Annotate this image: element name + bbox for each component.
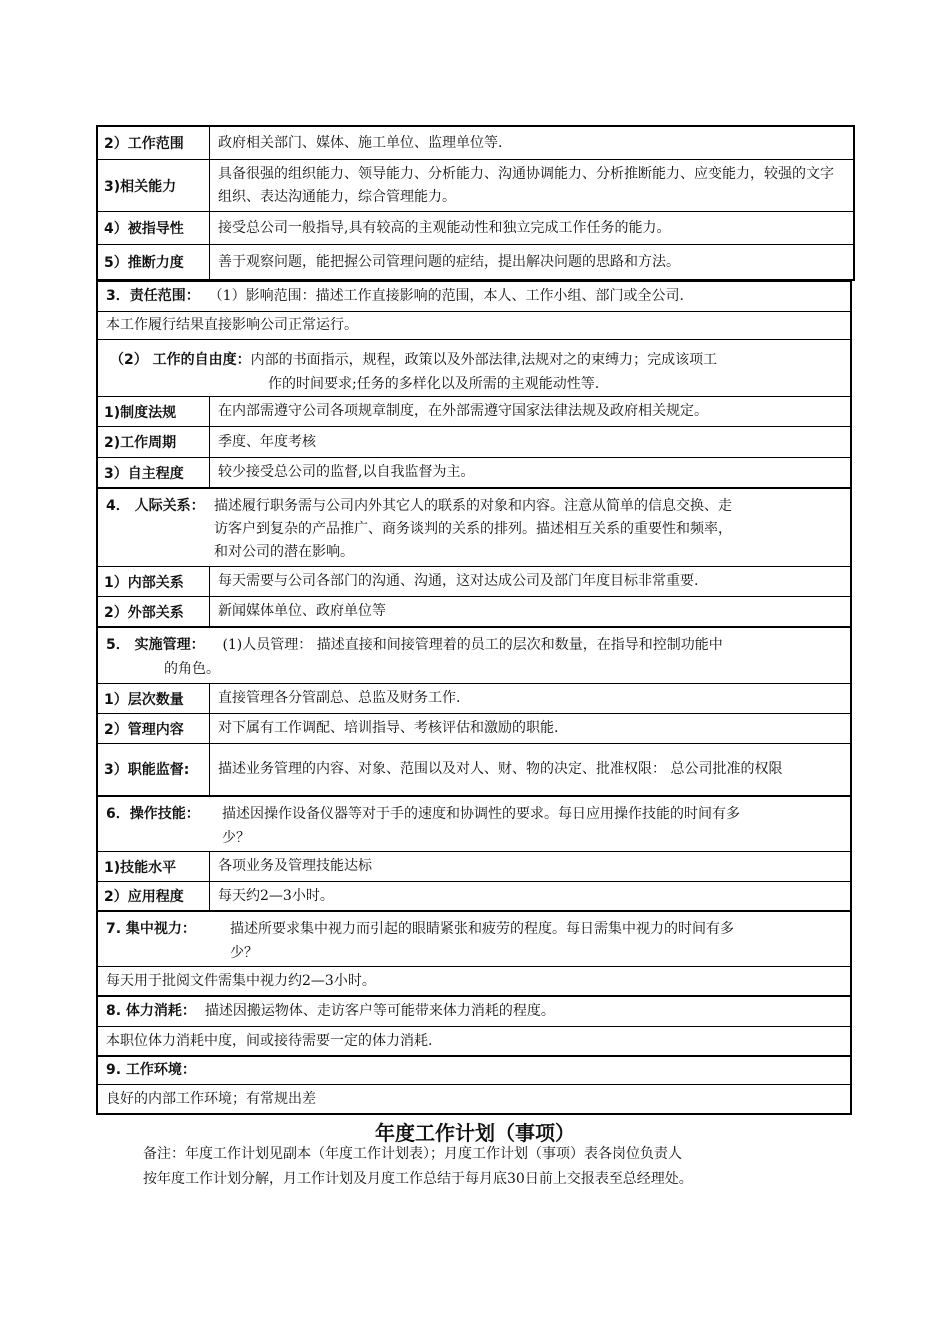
- table-row: [98, 684, 850, 714]
- table-row: [98, 458, 850, 489]
- result-text: 每天用于批阅文件需集中视力约2—3小时。: [106, 972, 376, 989]
- table-row: [98, 212, 853, 245]
- table-row: [98, 160, 853, 212]
- section-description: 描述因操作设备仪器等对于手的速度和协调性的要求。每日应用操作技能的时间有多: [222, 806, 740, 822]
- row-value: 在内部需遵守公司各项规章制度，在外部需遵守国家法律法规及政府相关规定。: [218, 403, 708, 419]
- row-label: 2）管理内容: [98, 714, 210, 743]
- row-value: 每天约2—3小时。: [218, 887, 334, 904]
- row-label: 2)工作周期: [98, 427, 210, 457]
- row-value: 描述业务管理的内容、对象、范围以及对人、财、物的决定、批准权限： 总公司批准的权限: [218, 761, 783, 777]
- table-row: [98, 127, 853, 160]
- table-row: [98, 714, 850, 744]
- row-label: 1）内部关系: [98, 567, 210, 596]
- row-label: 2）外部关系: [98, 597, 210, 626]
- table-row: [98, 427, 850, 458]
- section-title: 8. 体力消耗：: [106, 1003, 196, 1019]
- table-row: [98, 852, 850, 882]
- row-value: 政府相关部门、媒体、施工单位、监理单位等.: [218, 134, 503, 151]
- row-value: 具备很强的组织能力、领导能力、分析能力、沟通协调能力、分析推断能力、应变能力，较强的文字组织、表达沟通能力，综合管理能力。: [218, 165, 834, 205]
- subsection-text: 内部的书面指示，规程，政策以及外部法律,法规对之的束缚力；完成该项工: [250, 352, 718, 368]
- row-label: 3)相关能力: [98, 160, 210, 211]
- top-table: [96, 125, 855, 281]
- section-description: 少？: [230, 945, 258, 961]
- row-value: 季度、年度考核: [218, 433, 316, 450]
- section-3-freedom: [98, 340, 850, 397]
- row-value: 善于观察问题，能把握公司管理问题的症结，提出解决问题的思路和方法。: [218, 253, 680, 270]
- row-label: 5）推断力度: [98, 245, 210, 279]
- section-title: 7. 集中视力：: [106, 921, 196, 937]
- section-description: 访客户到复杂的产品推广、商务谈判的关系的排列。描述相互关系的重要性和频率，: [214, 521, 732, 537]
- section-7-header: [98, 912, 850, 967]
- table-row: [98, 567, 850, 597]
- section-3-header: [98, 282, 850, 312]
- row-value: 新闻媒体单位、政府单位等: [218, 603, 386, 619]
- section-6-header: [98, 797, 850, 852]
- row-value: 接受总公司一般指导,具有较高的主观能动性和独立完成工作任务的能力。: [218, 219, 671, 236]
- subsection-title: （2） 工作的自由度：: [110, 352, 251, 368]
- section-description: 描述履行职务需与公司内外其它人的联系的对象和内容。注意从简单的信息交换、走: [214, 498, 732, 514]
- table-row: [98, 397, 850, 427]
- section-9-header: [98, 1057, 850, 1085]
- section-description: (1)人员管理： 描述直接和间接管理着的员工的层次和数量，在指导和控制功能中: [222, 637, 723, 653]
- row-value: 每天需要与公司各部门的沟通、沟通，这对达成公司及部门年度目标非常重要.: [218, 573, 699, 589]
- table-row: [98, 882, 850, 912]
- main-table: [96, 281, 852, 1115]
- row-value: 较少接受总公司的监督,以自我监督为主。: [218, 464, 475, 480]
- result-text: 本工作履行结果直接影响公司正常运行。: [106, 317, 358, 333]
- row-label: 3）职能监督:: [98, 744, 210, 795]
- page-title: 年度工作计划（事项）: [375, 1121, 575, 1145]
- section-title: 9. 工作环境：: [106, 1062, 196, 1078]
- section-8-header: [98, 997, 850, 1027]
- note-line: 按年度工作计划分解，月工作计划及月度工作总结于每月底30日前上交报表至总经理处。: [143, 1171, 693, 1187]
- section-description: 和对公司的潜在影响。: [214, 544, 354, 560]
- row-value: 各项业务及管理技能达标: [218, 858, 372, 874]
- section-description: 的角色。: [164, 661, 220, 677]
- section-8-result: [98, 1027, 850, 1057]
- section-7-result: [98, 967, 850, 997]
- section-4-header: [98, 489, 850, 567]
- section-3-result: [98, 312, 850, 340]
- section-title: 4． 人际关系：: [106, 498, 205, 514]
- section-description: （1）影响范围：描述工作直接影响的范围，本人、工作小组、部门或全公司.: [208, 288, 685, 304]
- row-label: 1)技能水平: [98, 852, 210, 881]
- section-description: 描述所要求集中视力而引起的眼睛紧张和疲劳的程度。每日需集中视力的时间有多: [230, 921, 734, 937]
- row-label: 1）层次数量: [98, 684, 210, 713]
- section-title: 6．操作技能：: [106, 806, 200, 822]
- section-9-result: [98, 1085, 850, 1113]
- table-row: [98, 245, 853, 281]
- note-line: 备注：年度工作计划见副本（年度工作计划表）；月度工作计划（事项）表各岗位负责人: [143, 1146, 682, 1162]
- section-5-header: [98, 628, 850, 684]
- row-label: 1)制度法规: [98, 397, 210, 426]
- table-row: [98, 597, 850, 628]
- row-value: 对下属有工作调配、培训指导、考核评估和激励的职能.: [218, 720, 559, 736]
- table-row: [98, 744, 850, 797]
- row-label: 4）被指导性: [98, 212, 210, 244]
- section-title: 5． 实施管理：: [106, 637, 205, 653]
- result-text: 良好的内部工作环境；有常规出差: [106, 1090, 316, 1107]
- section-title: 3．责任范围：: [106, 288, 200, 304]
- subsection-text: 作的时间要求;任务的多样化以及所需的主观能动性等.: [268, 376, 600, 392]
- row-label: 2）应用程度: [98, 882, 210, 910]
- section-description: 描述因搬运物体、走访客户等可能带来体力消耗的程度。: [204, 1003, 555, 1019]
- row-label: 2）工作范围: [98, 127, 210, 159]
- result-text: 本职位体力消耗中度，间或接待需要一定的体力消耗.: [106, 1032, 433, 1049]
- row-value: 直接管理各分管副总、总监及财务工作.: [218, 690, 461, 706]
- section-description: 少？: [222, 830, 250, 846]
- row-label: 3）自主程度: [98, 458, 210, 487]
